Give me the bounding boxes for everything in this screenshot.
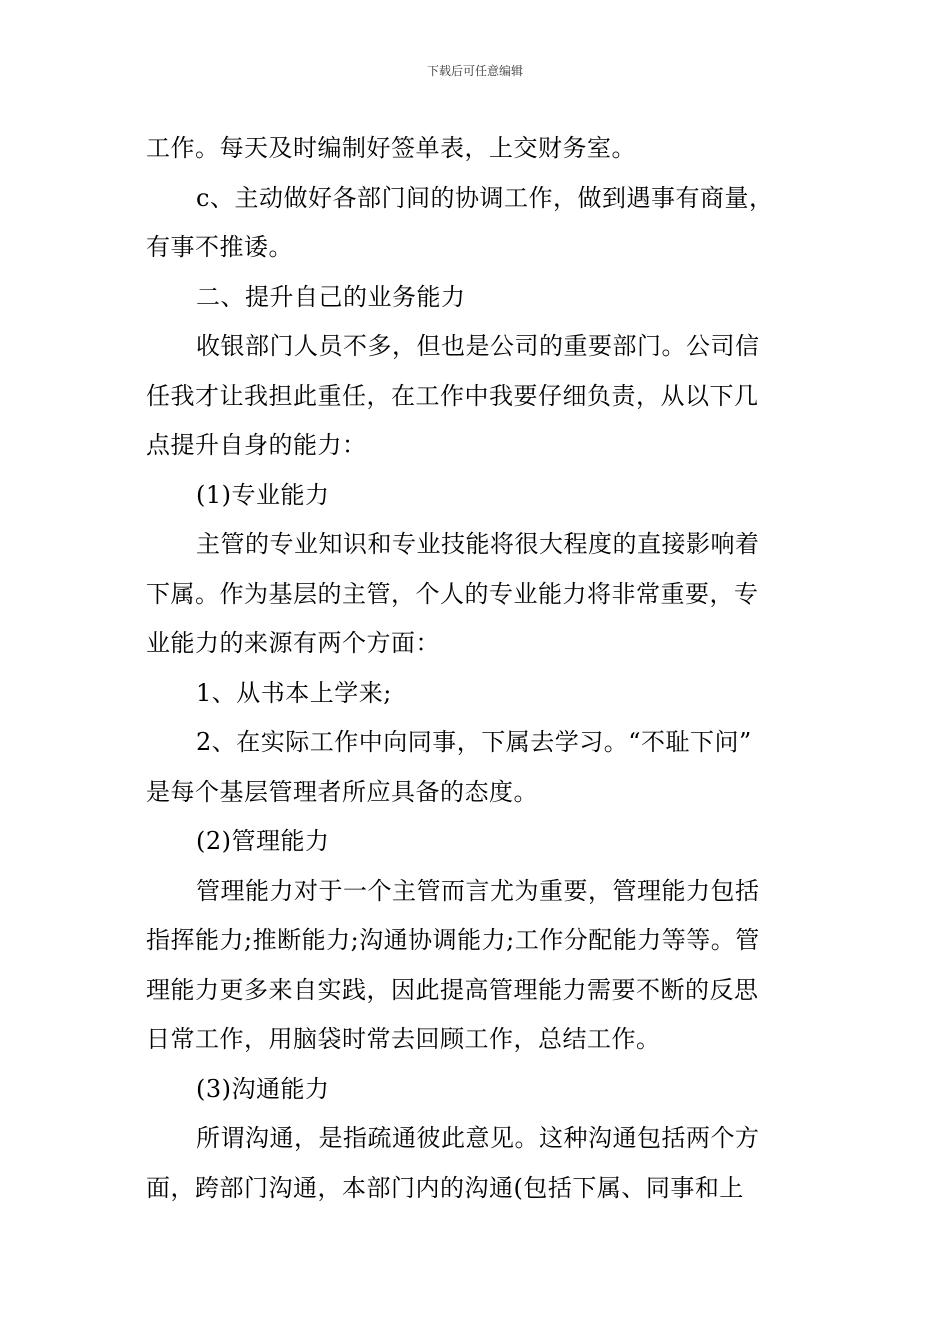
page-header: 下载后可任意编辑	[426, 64, 523, 78]
subsection-heading: (2)管理能力	[196, 827, 330, 855]
text-line: 理能力更多来自实践，因此提高管理能力需要不断的反思	[146, 975, 759, 1004]
text-line: 下属。作为基层的主管，个人的专业能力将非常重要，专	[146, 579, 759, 608]
text-line: 是每个基层管理者所应具备的态度。	[146, 777, 538, 806]
list-item: 2、在实际工作中向同事，下属去学习。“不耻下问”	[196, 728, 752, 756]
text-line: 日常工作，用脑袋时常去回顾工作，总结工作。	[146, 1025, 661, 1053]
text-line: 有事不推诿。	[146, 233, 293, 261]
list-item: 1、从书本上学来;	[196, 678, 392, 707]
document-body	[146, 124, 808, 1213]
section-heading: 二、提升自己的业务能力	[196, 282, 466, 311]
text-line: 所谓沟通，是指疏通彼此意见。这种沟通包括两个方	[196, 1124, 760, 1152]
text-line: c、主动做好各部门间的协调工作，做到遇事有商量，	[196, 183, 774, 212]
text-line: 工作。每天及时编制好签单表，上交财务室。	[146, 134, 636, 162]
text-line: 主管的专业知识和专业技能将很大程度的直接影响着	[196, 530, 760, 558]
subsection-heading: (1)专业能力	[196, 480, 330, 509]
text-line: 点提升自身的能力：	[146, 431, 367, 459]
text-line: 收银部门人员不多，但也是公司的重要部门。公司信	[196, 332, 760, 360]
text-line: 面，跨部门沟通，本部门内的沟通(包括下属、同事和上	[146, 1173, 744, 1202]
text-line: 任我才让我担此重任，在工作中我要仔细负责，从以下几	[146, 381, 759, 410]
subsection-heading: (3)沟通能力	[196, 1074, 330, 1103]
text-line: 业能力的来源有两个方面：	[146, 629, 440, 657]
text-line: 指挥能力;推断能力;沟通协调能力;工作分配能力等等。管	[146, 926, 760, 954]
text-line: 管理能力对于一个主管而言尤为重要，管理能力包括	[196, 876, 760, 905]
